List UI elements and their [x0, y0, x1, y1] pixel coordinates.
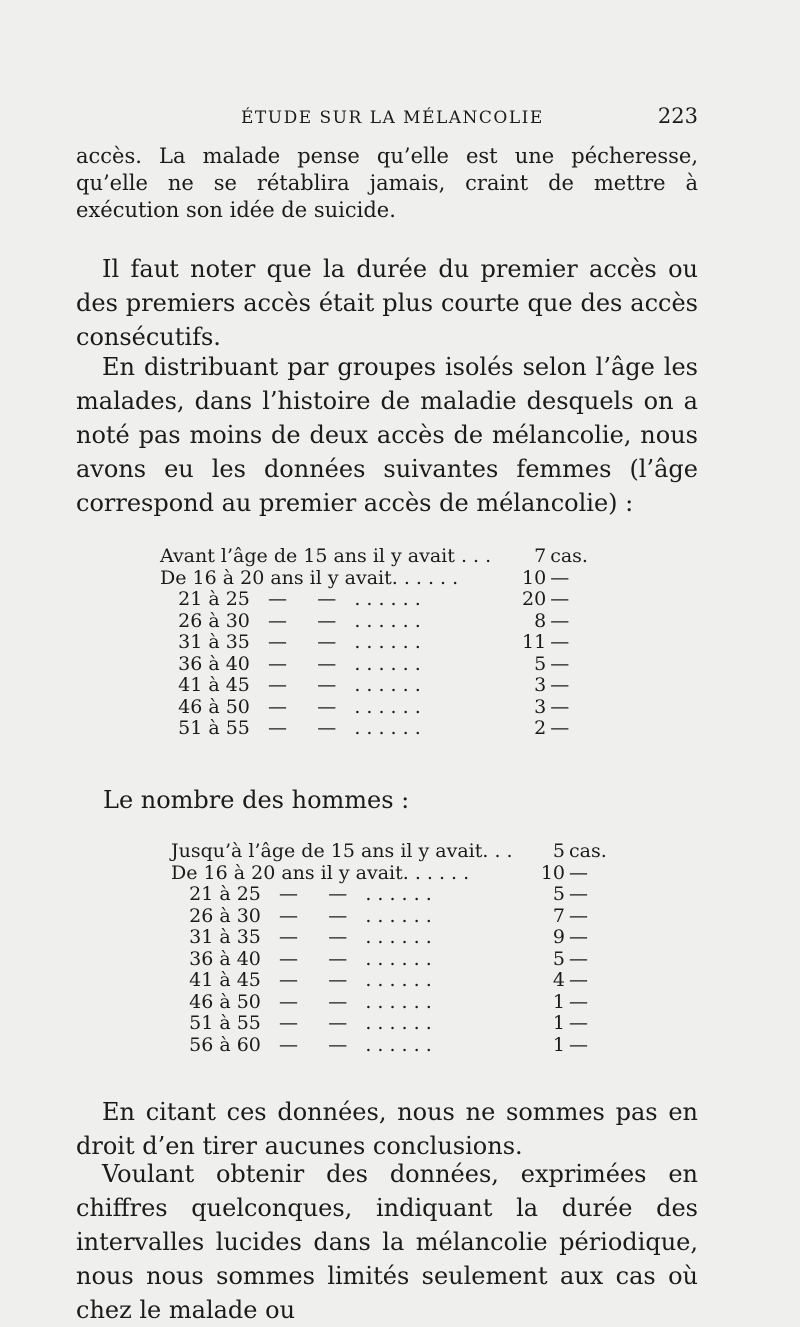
women-table-row: [160, 589, 588, 611]
case-count: 2: [534, 717, 547, 739]
age-range-label: 46 à 50 — — . . . . . .: [160, 695, 421, 718]
page-header: [76, 104, 700, 134]
case-count: 10: [540, 861, 565, 884]
men-table-row: [171, 1013, 607, 1035]
age-range-label: De 16 à 20 ans il y avait. . . . . .: [171, 861, 470, 884]
men-heading: Le nombre des hommes :: [103, 786, 410, 814]
age-range-label: De 16 à 20 ans il y avait. . . . . .: [160, 566, 459, 589]
case-count: 1: [552, 1033, 565, 1056]
case-count: 5: [552, 947, 565, 970]
age-range-label: 26 à 30 — — . . . . . .: [171, 904, 432, 927]
age-range-label: 56 à 60 — — . . . . . .: [171, 1033, 432, 1056]
case-count: 8: [534, 609, 547, 632]
men-table-row: [171, 906, 607, 928]
men-table-row: [171, 1035, 607, 1057]
case-unit: —: [569, 1033, 588, 1056]
men-age-table: [171, 841, 607, 1056]
page-number: 223: [657, 104, 698, 128]
case-count: 7: [534, 545, 547, 567]
women-age-table: [160, 546, 588, 740]
men-table-row: [171, 863, 607, 885]
running-title: ÉTUDE SUR LA MÉLANCOLIE: [241, 108, 544, 128]
women-table-row: [160, 718, 588, 740]
case-unit: —: [569, 947, 588, 970]
men-table-row: [171, 841, 607, 863]
case-unit: —: [550, 652, 570, 675]
case-unit: —: [569, 883, 588, 905]
age-range-label: 46 à 50 — — . . . . . .: [171, 990, 432, 1013]
paragraph-first-access-duration: Il faut noter que la durée du premier accès ou des premiers accès était plus courte que des accès consécutifs.: [76, 255, 698, 351]
case-unit: —: [569, 904, 588, 927]
case-count: 3: [534, 674, 547, 696]
paragraph-continuation: accès. La malade pense qu’elle est une pécheresse, qu’elle ne se rétablira jamais, craint de mettre à exécution son idée de suicide.: [76, 144, 698, 222]
age-range-label: 36 à 40 — — . . . . . .: [160, 652, 421, 675]
age-range-label: 51 à 55 — — . . . . . .: [160, 717, 421, 739]
women-table-row: [160, 546, 588, 568]
men-table-row: [171, 949, 607, 971]
paragraph-age-groups: En distribuant par groupes isolés selon l’âge les malades, dans l’histoire de maladie desquels on a noté pas moins de deux accès de mélancolie, nous avons eu les données suivantes femmes (l’âge correspond au premier accès de mélancolie) :: [76, 353, 698, 517]
case-count: 5: [534, 652, 547, 675]
case-unit: —: [550, 695, 570, 718]
case-count: 3: [534, 695, 547, 718]
men-table-row: [171, 884, 607, 906]
case-count: 1: [552, 990, 565, 1013]
case-count: 5: [552, 840, 565, 862]
case-count: 7: [552, 904, 565, 927]
case-count: 10: [522, 566, 547, 589]
women-table-row: [160, 654, 588, 676]
women-table-row: [160, 675, 588, 697]
case-unit: —: [550, 717, 570, 739]
age-range-label: Avant l’âge de 15 ans il y avait . . .: [160, 545, 492, 567]
age-range-label: 31 à 35 — — . . . . . .: [160, 631, 421, 653]
men-table-row: [171, 992, 607, 1014]
women-table-row: [160, 697, 588, 719]
case-count: 5: [552, 883, 565, 905]
paragraph-conclusions: En citant ces données, nous ne sommes pas en droit d’en tirer aucunes conclusions.: [76, 1098, 698, 1160]
women-table-row: [160, 632, 588, 654]
case-unit: —: [550, 566, 570, 589]
case-unit: cas.: [550, 545, 588, 567]
case-unit: —: [550, 631, 570, 653]
case-unit: —: [569, 990, 588, 1013]
women-table-row: [160, 611, 588, 633]
case-unit: —: [569, 926, 588, 948]
age-range-label: 36 à 40 — — . . . . . .: [171, 947, 432, 970]
case-unit: —: [569, 861, 588, 884]
men-table-row: [171, 927, 607, 949]
case-unit: —: [569, 969, 588, 991]
age-range-label: 41 à 45 — — . . . . . .: [160, 674, 421, 696]
case-count: 1: [552, 1012, 565, 1034]
paragraph-lucid-intervals: Voulant obtenir des données, exprimées en chiffres quelconques, indiquant la durée des intervalles lucides dans la mélancolie périodique, nous nous sommes limités seulement aux cas où chez le malade ou: [76, 1160, 698, 1324]
age-range-label: Jusqu’à l’âge de 15 ans il y avait. . .: [171, 840, 513, 862]
men-table-row: [171, 970, 607, 992]
case-unit: cas.: [569, 840, 607, 862]
case-count: 9: [552, 926, 565, 948]
case-unit: —: [550, 674, 570, 696]
case-unit: —: [569, 1012, 588, 1034]
case-count: 20: [522, 588, 547, 610]
women-table-row: [160, 568, 588, 590]
case-unit: —: [550, 609, 570, 632]
case-count: 11: [522, 631, 547, 653]
case-count: 4: [552, 969, 565, 991]
age-range-label: 51 à 55 — — . . . . . .: [171, 1012, 432, 1034]
age-range-label: 31 à 35 — — . . . . . .: [171, 926, 432, 948]
age-range-label: 21 à 25 — — . . . . . .: [160, 588, 421, 610]
case-unit: —: [550, 588, 570, 610]
age-range-label: 26 à 30 — — . . . . . .: [160, 609, 421, 632]
age-range-label: 41 à 45 — — . . . . . .: [171, 969, 432, 991]
age-range-label: 21 à 25 — — . . . . . .: [171, 883, 432, 905]
